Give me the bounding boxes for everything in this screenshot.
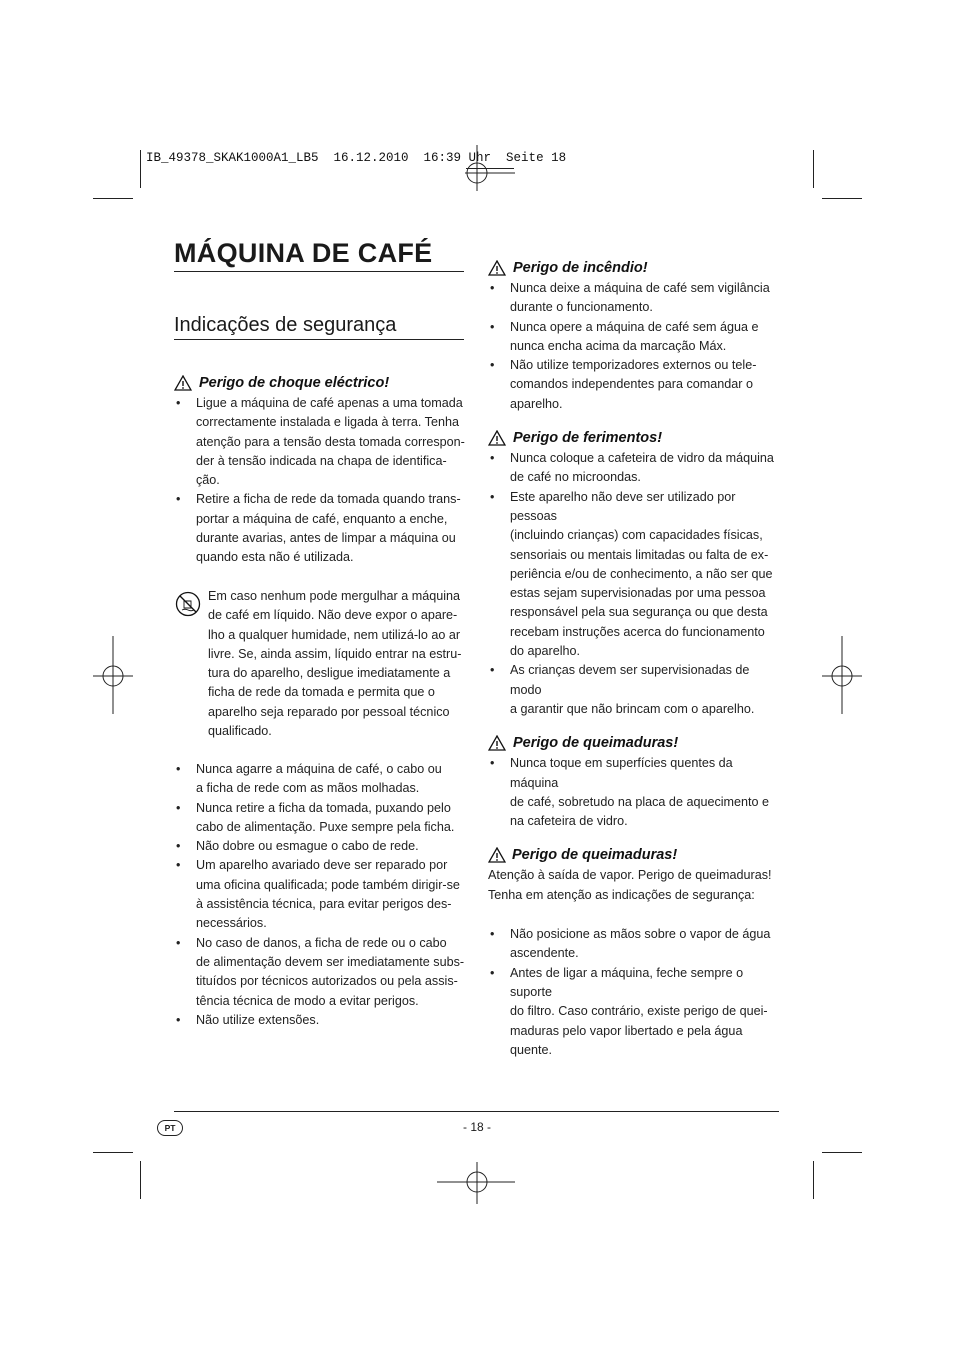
list-general-safety [174, 760, 469, 1030]
page-title: MÁQUINA DE CAFÉ [174, 236, 464, 272]
list-item: • Não posicione as mãos sobre o vapor de água ascendente. [488, 925, 783, 964]
language-badge: PT [157, 1120, 183, 1136]
section-title: Indicações de segurança [174, 312, 464, 340]
crop-mark-icon [93, 198, 133, 199]
steam-intro: Tenha em atenção as indicações de segurança: [488, 887, 755, 902]
heading-electric-shock: Perigo de choque eléctrico! [174, 373, 469, 393]
immersion-warning: Em caso nenhum pode mergulhar a máquina de café em líquido. Não deve expor o apare- lho a qualquer humidade, nem utilizá-lo ao ar livre. Se, ainda assim, líquido entrar na estru- tura do aparelho, desligue imediatamente a ficha de rede da tomada e permita que o aparelho seja reparado por pessoal técnico qualificado. [208, 589, 462, 739]
list-item: • Nunca toque em superfícies quentes da máquina de café, sobretudo na placa de aquecimento e na cafeteira de vidro. [488, 754, 783, 831]
heading-burns-steam: Perigo de queimaduras! [488, 845, 783, 865]
registration-mark-icon [802, 636, 882, 716]
right-column [488, 258, 783, 1060]
registration-mark-icon [73, 636, 153, 716]
warning-triangle-icon [174, 375, 192, 391]
list-item: • Não utilize temporizadores externos ou tele- comandos independentes para comandar o aparelho. [488, 356, 783, 414]
list-item: • Não dobre ou esmague o cabo de rede. [174, 837, 469, 856]
crop-mark-icon [140, 1161, 141, 1199]
warning-triangle-icon [488, 260, 506, 276]
left-column-lower [174, 760, 469, 1030]
list-burns [488, 754, 783, 831]
list-item: • Nunca opere a máquina de café sem água e nunca encha acima da marcação Máx. [488, 318, 783, 357]
list-item: • Nunca coloque a cafeteira de vidro da máquina de café no microondas. [488, 449, 783, 488]
registration-mark-icon [437, 133, 517, 213]
warning-triangle-icon [488, 847, 506, 863]
list-item: • Não utilize extensões. [174, 1011, 469, 1030]
footer-rule [174, 1111, 779, 1112]
list-item: • Ligue a máquina de café apenas a uma tomada correctamente instalada e ligada à terra. Tenha atenção para a tensão desta tomada correspon- der à tensão indicada na chapa de identifica- ção. [174, 394, 469, 490]
heading-burns: Perigo de queimaduras! [488, 733, 783, 753]
crop-mark-icon [813, 150, 814, 188]
warning-triangle-icon [488, 430, 506, 446]
heading-injury: Perigo de ferimentos! [488, 428, 783, 448]
list-item: • As crianças devem ser supervisionadas de modo a garantir que não brincam com o aparelho. [488, 661, 783, 719]
steam-intro: Atenção à saída de vapor. Perigo de queimaduras! [488, 868, 772, 883]
crop-mark-icon [822, 1152, 862, 1153]
list-item: • Nunca agarre a máquina de café, o cabo ou a ficha de rede com as mãos molhadas. [174, 760, 469, 799]
list-injury [488, 449, 783, 719]
left-column [174, 373, 469, 568]
crop-mark-icon [822, 198, 862, 199]
list-burns-steam [488, 925, 783, 1060]
registration-mark-icon [437, 1142, 517, 1222]
list-item: • Antes de ligar a máquina, feche sempre o suporte do filtro. Caso contrário, existe perigo de quei- maduras pelo vapor libertado e pela água quente. [488, 964, 783, 1060]
crop-mark-icon [93, 1152, 133, 1153]
list-item: • No caso de danos, a ficha de rede ou o cabo de alimentação devem ser imediatamente subs- tituídos por técnicos autorizados ou pela assis- tência técnica de modo a evitar perigos. [174, 934, 469, 1011]
list-item: • Nunca deixe a máquina de café sem vigilância durante o funcionamento. [488, 279, 783, 318]
list-item: • Retire a ficha de rede da tomada quando trans- portar a máquina de café, enquanto a enche, durante avarias, antes de limpar a máquina ou quando esta não é utilizada. [174, 490, 469, 567]
list-item: • Este aparelho não deve ser utilizado por pessoas (incluindo crianças) com capacidades físicas, sensoriais ou mentais limitadas ou falta de ex- periência e/ou de conhecimento, a não ser que estas sejam supervisionadas por uma pessoa responsável pela sua segurança ou que desta recebam instruções acerca do funcionamento do aparelho. [488, 488, 783, 662]
crop-mark-icon [140, 150, 141, 188]
page-number: - 18 - [462, 1120, 491, 1134]
print-slug-line: IB_49378_SKAK1000A1_LB5 16.12.2010 16:39 Uhr Seite 18 [146, 151, 567, 165]
list-electric-shock [174, 394, 469, 568]
crop-mark-icon [813, 1161, 814, 1199]
list-fire [488, 279, 783, 414]
no-immersion-icon [175, 591, 201, 617]
list-item: • Nunca retire a ficha da tomada, puxando pelo cabo de alimentação. Puxe sempre pela ficha. [174, 799, 469, 838]
list-item: • Um aparelho avariado deve ser reparado por uma oficina qualificada; pode também dirigir-se à assistência técnica, para evitar perigos des- necessários. [174, 856, 469, 933]
warning-triangle-icon [488, 735, 506, 751]
heading-fire: Perigo de incêndio! [488, 258, 783, 278]
